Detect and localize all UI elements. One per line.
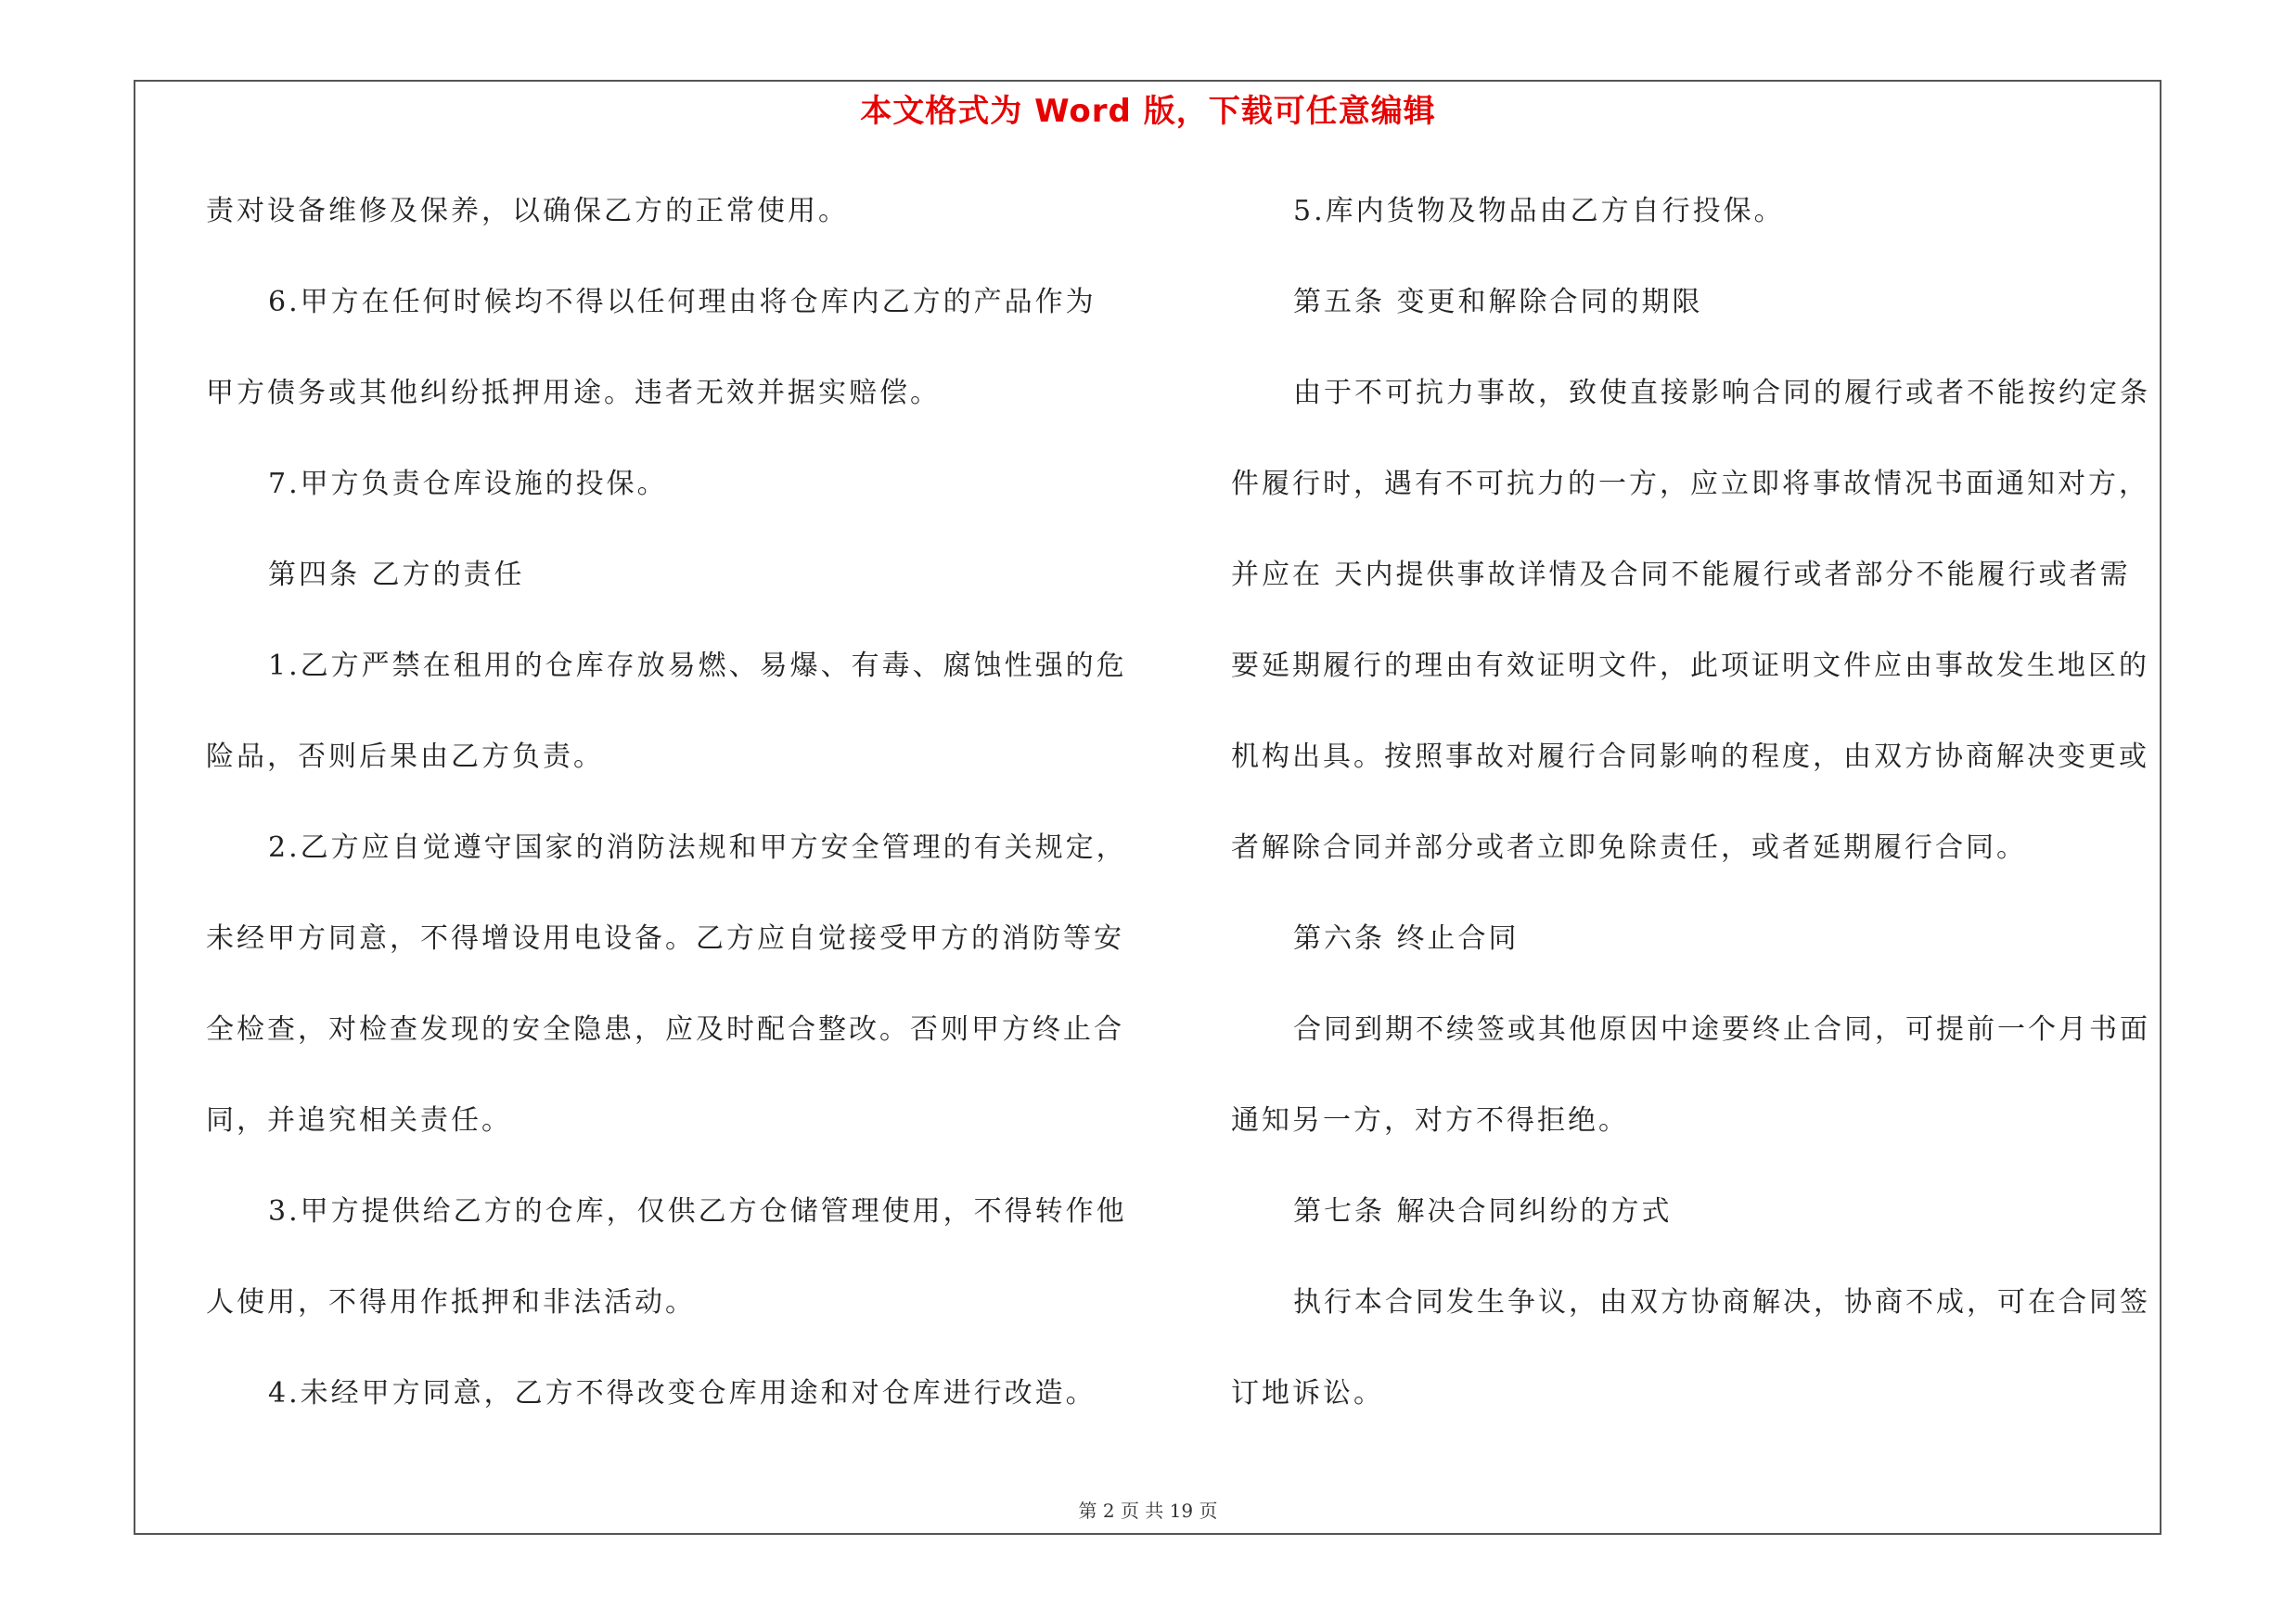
word-format-banner: 本文格式为 Word 版，下载可任意编辑: [860, 93, 1436, 130]
text-line: 第五条 变更和解除合同的期限: [1293, 286, 1703, 318]
text-line: 机构出具。按照事故对履行合同影响的程度，由双方协商解决变更或: [1231, 741, 2149, 773]
text-line: 1.乙方严禁在租用的仓库存放易燃、易爆、有毒、腐蚀性强的危: [268, 650, 1127, 682]
text-line: 通知另一方，对方不得拒绝。: [1231, 1104, 1629, 1137]
text-line: 第六条 终止合同: [1293, 922, 1520, 955]
text-line: 险品，否则后果由乙方负责。: [206, 741, 604, 773]
page-number-footer: 第 2 页 共 19 页: [1078, 1500, 1218, 1522]
text-line: 第四条 乙方的责任: [268, 559, 525, 591]
text-line: 由于不可抗力事故，致使直接影响合同的履行或者不能按约定条: [1293, 377, 2150, 409]
text-line: 7.甲方负责仓库设施的投保。: [268, 468, 668, 500]
text-line: 合同到期不续签或其他原因中途要终止合同，可提前一个月书面: [1293, 1013, 2150, 1046]
text-line: 订地诉讼。: [1231, 1377, 1384, 1410]
right-text-column: [1231, 181, 2168, 1454]
text-line: 执行本合同发生争议，由双方协商解决，协商不成，可在合同签: [1293, 1286, 2150, 1319]
text-line: 人使用，不得用作抵押和非法活动。: [206, 1286, 696, 1319]
text-line: 2.乙方应自觉遵守国家的消防法规和甲方安全管理的有关规定，: [268, 831, 1127, 864]
text-line: 并应在 天内提供事故详情及合同不能履行或者部分不能履行或者需: [1231, 559, 2131, 591]
text-line: 3.甲方提供给乙方的仓库，仅供乙方仓储管理使用，不得转作他: [268, 1195, 1127, 1228]
text-line: 甲方债务或其他纠纷抵押用途。违者无效并据实赔偿。: [206, 377, 941, 409]
text-line: 5.库内货物及物品由乙方自行投保。: [1293, 195, 1785, 227]
text-line: 未经甲方同意，不得增设用电设备。乙方应自觉接受甲方的消防等安: [206, 922, 1124, 955]
text-line: 同，并追究相关责任。: [206, 1104, 512, 1137]
text-line: 者解除合同并部分或者立即免除责任，或者延期履行合同。: [1231, 831, 2027, 864]
text-line: 件履行时，遇有不可抗力的一方，应立即将事故情况书面通知对方，: [1231, 468, 2149, 500]
text-line: 要延期履行的理由有效证明文件，此项证明文件应由事故发生地区的: [1231, 650, 2149, 682]
text-line: 全检查，对检查发现的安全隐患，应及时配合整改。否则甲方终止合: [206, 1013, 1124, 1046]
text-line: 4.未经甲方同意，乙方不得改变仓库用途和对仓库进行改造。: [268, 1377, 1097, 1410]
text-line: 6.甲方在任何时候均不得以任何理由将仓库内乙方的产品作为: [268, 286, 1097, 318]
text-line: 第七条 解决合同纠纷的方式: [1293, 1195, 1673, 1228]
text-line: 责对设备维修及保养，以确保乙方的正常使用。: [206, 195, 849, 227]
left-text-column: [206, 181, 1152, 1454]
